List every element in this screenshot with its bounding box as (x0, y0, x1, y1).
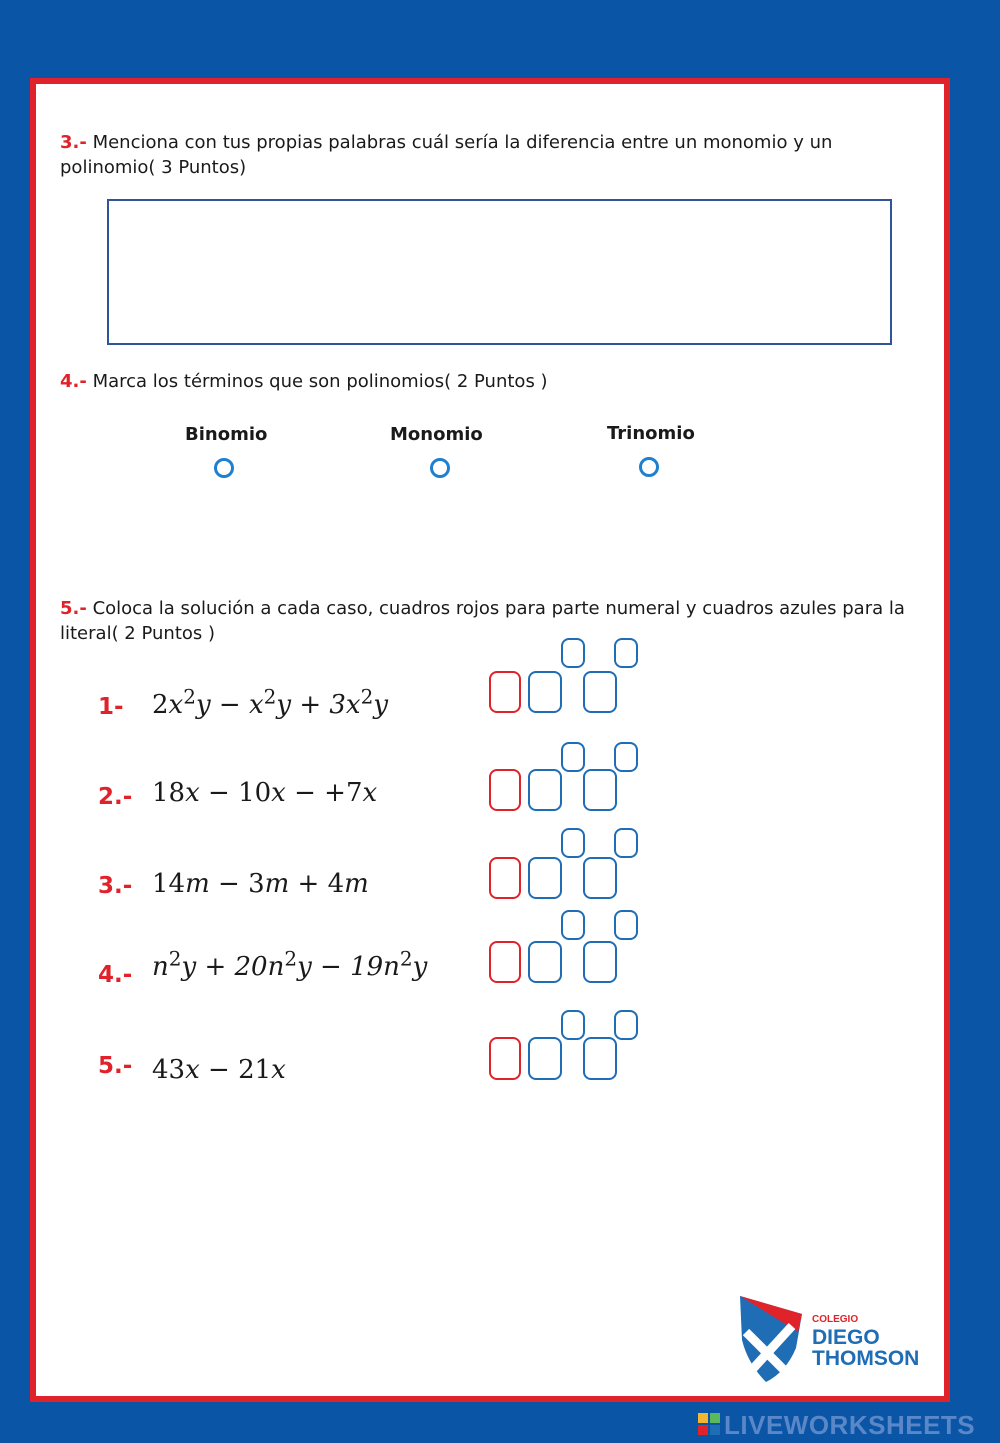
row-4-numeral-box[interactable] (489, 941, 521, 983)
row-2-exponent-box-1[interactable] (561, 742, 585, 772)
row-1-literal-box-2[interactable] (583, 671, 617, 713)
row-5-literal-box-2[interactable] (583, 1037, 617, 1080)
question-3 (60, 130, 910, 180)
logo-line-1: DIEGO (812, 1326, 880, 1349)
shield-icon (736, 1292, 936, 1384)
row-3-label: 3.- (98, 873, 133, 899)
question-5-number: 5.- (60, 598, 87, 619)
school-logo (736, 1292, 936, 1384)
option-trinomio-label: Trinomio (607, 423, 695, 444)
row-1-label: 1- (98, 694, 124, 720)
watermark-text: LIVEWORKSHEETS (724, 1410, 976, 1440)
row-1-expression: $2x^2y - x^2y + 3x^2y$ (152, 684, 389, 720)
row-4-literal-box-2[interactable] (583, 941, 617, 983)
row-2-literal-box-2[interactable] (583, 769, 617, 811)
row-4-exponent-box-1[interactable] (561, 910, 585, 940)
logo-small-text: COLEGIO (812, 1314, 859, 1325)
row-3-literal-box-2[interactable] (583, 857, 617, 899)
option-monomio-label: Monomio (390, 424, 483, 445)
row-5-expression: 43x − 21x (152, 1055, 286, 1085)
row-4-expression: $n^2y + 20n^2y - 19n^2y$ (152, 946, 428, 982)
row-2-exponent-box-2[interactable] (614, 742, 638, 772)
row-3-exponent-box-2[interactable] (614, 828, 638, 858)
row-3-exponent-box-1[interactable] (561, 828, 585, 858)
row-4-exponent-box-2[interactable] (614, 910, 638, 940)
row-2-expression: 18x − 10x − +7x (152, 778, 378, 808)
option-binomio-radio[interactable] (214, 458, 234, 478)
question-3-number: 3.- (60, 132, 87, 153)
question-4-number: 4.- (60, 371, 87, 392)
answer-textbox[interactable] (107, 199, 892, 345)
row-2-numeral-box[interactable] (489, 769, 521, 811)
option-trinomio-radio[interactable] (639, 457, 659, 477)
logo-line-2: THOMSON (812, 1347, 920, 1370)
row-3-numeral-box[interactable] (489, 857, 521, 899)
question-4 (60, 369, 910, 394)
row-1-numeral-box[interactable] (489, 671, 521, 713)
row-5-numeral-box[interactable] (489, 1037, 521, 1080)
liveworksheets-icon (698, 1413, 720, 1435)
question-5-text: Coloca la solución a cada caso, cuadros rojos para parte numeral y cuadros azules para la literal( 2 Puntos ) (60, 598, 905, 644)
row-5-exponent-box-1[interactable] (561, 1010, 585, 1040)
row-4-label: 4.- (98, 962, 133, 988)
liveworksheets-watermark (698, 1410, 998, 1438)
row-2-literal-box-1[interactable] (528, 769, 562, 811)
row-5-exponent-box-2[interactable] (614, 1010, 638, 1040)
row-1-exponent-box-1[interactable] (561, 638, 585, 668)
row-3-expression: 14m − 3m + 4m (152, 869, 369, 899)
question-3-text: Menciona con tus propias palabras cuál sería la diferencia entre un monomio y un polinomio( 3 Puntos) (60, 132, 833, 178)
row-3-literal-box-1[interactable] (528, 857, 562, 899)
question-4-text: Marca los términos que son polinomios( 2 Puntos ) (86, 371, 548, 392)
option-binomio-label: Binomio (185, 424, 268, 445)
row-5-label: 5.- (98, 1053, 133, 1079)
row-5-literal-box-1[interactable] (528, 1037, 562, 1080)
option-monomio-radio[interactable] (430, 458, 450, 478)
row-1-exponent-box-2[interactable] (614, 638, 638, 668)
row-4-literal-box-1[interactable] (528, 941, 562, 983)
row-2-label: 2.- (98, 784, 133, 810)
question-5 (60, 596, 910, 646)
row-1-literal-box-1[interactable] (528, 671, 562, 713)
